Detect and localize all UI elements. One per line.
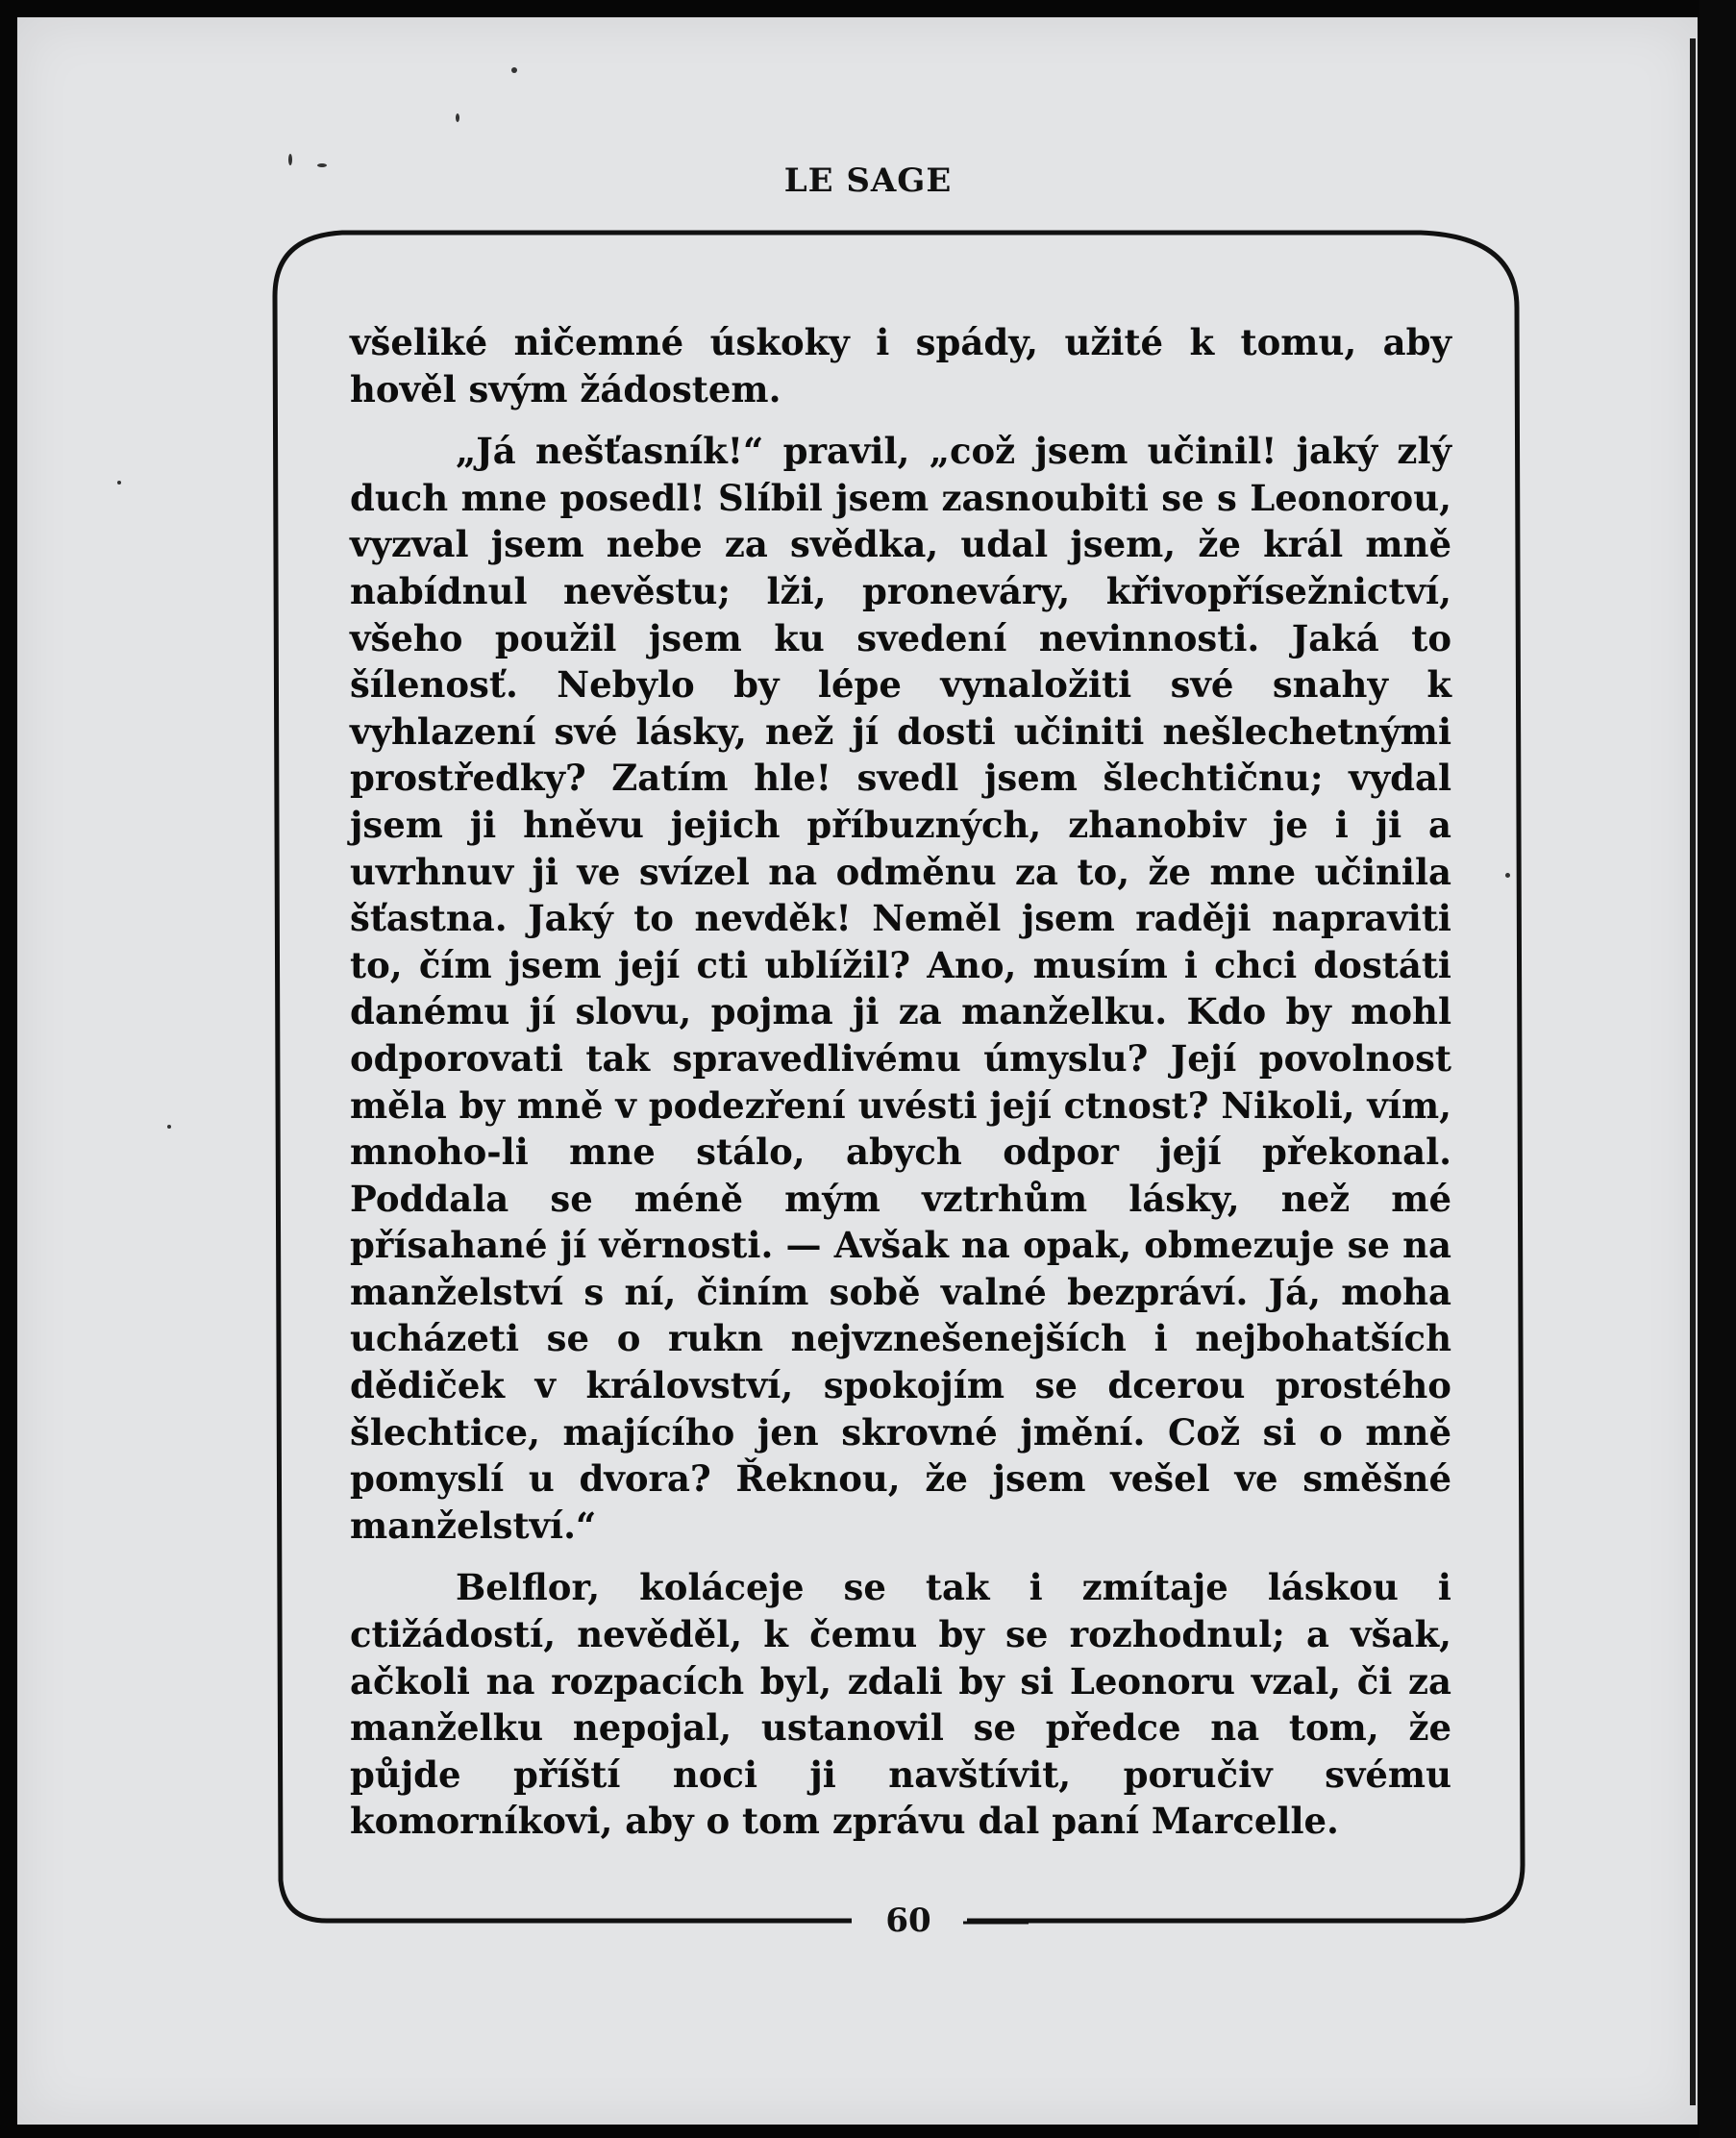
page-number: 60 xyxy=(885,1902,931,1940)
paragraph: „Já nešťasník!“ pravil, „což jsem učinil! jaký zlý duch mne posedl! Slíbil jsem zasnoubiti se s Leonorou, vyzval jsem nebe za svědka, udal jsem, že král mně nabídnul nevěstu; lži, proneváry, křivopřísežnictví, všeho použil jsem ku svedení nevinnosti. Jaká to šílenosť. Nebylo by lépe vynaložiti své snahy k vyhlazení své lásky, než jí dosti učiniti nešlechetnými prostředky? Zatím hle! svedl jsem šlechtičnu; vydal jsem ji hněvu jejich příbuzných, zhanobiv je i ji a uvrhnuv ji ve svízel na odměnu za to, že mne učinila šťastna. Jaký to nevděk! Neměl jsem raději napraviti to, čím jsem její cti ublížil? Ano, musím i chci dostáti danému jí slovu, pojma ji za manželku. Kdo by mohl odporovati tak spravedlivému úmyslu? Její povolnost měla by mně v podezření uvésti její ctnost? Nikoli, vím, mnoho-li mne stálo, abych odpor její překonal. Poddala se méně mým vztrhům lásky, než mé přísahané jí věrnosti. — Avšak na opak, obmezuje se na manželství s ní, činím sobě valné bezpráví. Já, moha ucházeti se o rukn nejvznešenejších i nejbohatších dědiček v království, spokojím se dcerou prostého šlechtice, majícího jen skrovné jmění. Což si o mně pomyslí u dvora? Řeknou, že jsem vešel ve směšné manželství.“ xyxy=(350,430,1451,1547)
scan-speck xyxy=(1505,873,1510,878)
paragraph: všeliké ničemné úskoky i spády, užité k tomu, aby hověl svým žádostem. xyxy=(350,321,1451,410)
scan-speck xyxy=(317,163,327,167)
scan-speck xyxy=(117,481,121,485)
body-text xyxy=(350,319,1451,1845)
running-head: LE SAGE xyxy=(783,162,953,200)
paragraph: Belflor, koláceje se tak i zmítaje láskou i ctižádostí, nevěděl, k čemu by se rozhodnul; a však, ačkoli na rozpacích byl, zdali by si Leonoru vzal, či za manželku nepojal, ustanovil se předce na tom, že půjde příští noci ji navštívit, poručiv svému komorníkovi, aby o tom zprávu dal paní Marcelle. xyxy=(350,1566,1451,1843)
scan-speck xyxy=(288,154,292,165)
scan-speck xyxy=(456,113,459,122)
scan-speck xyxy=(167,1125,171,1129)
scan-speck xyxy=(511,67,517,73)
